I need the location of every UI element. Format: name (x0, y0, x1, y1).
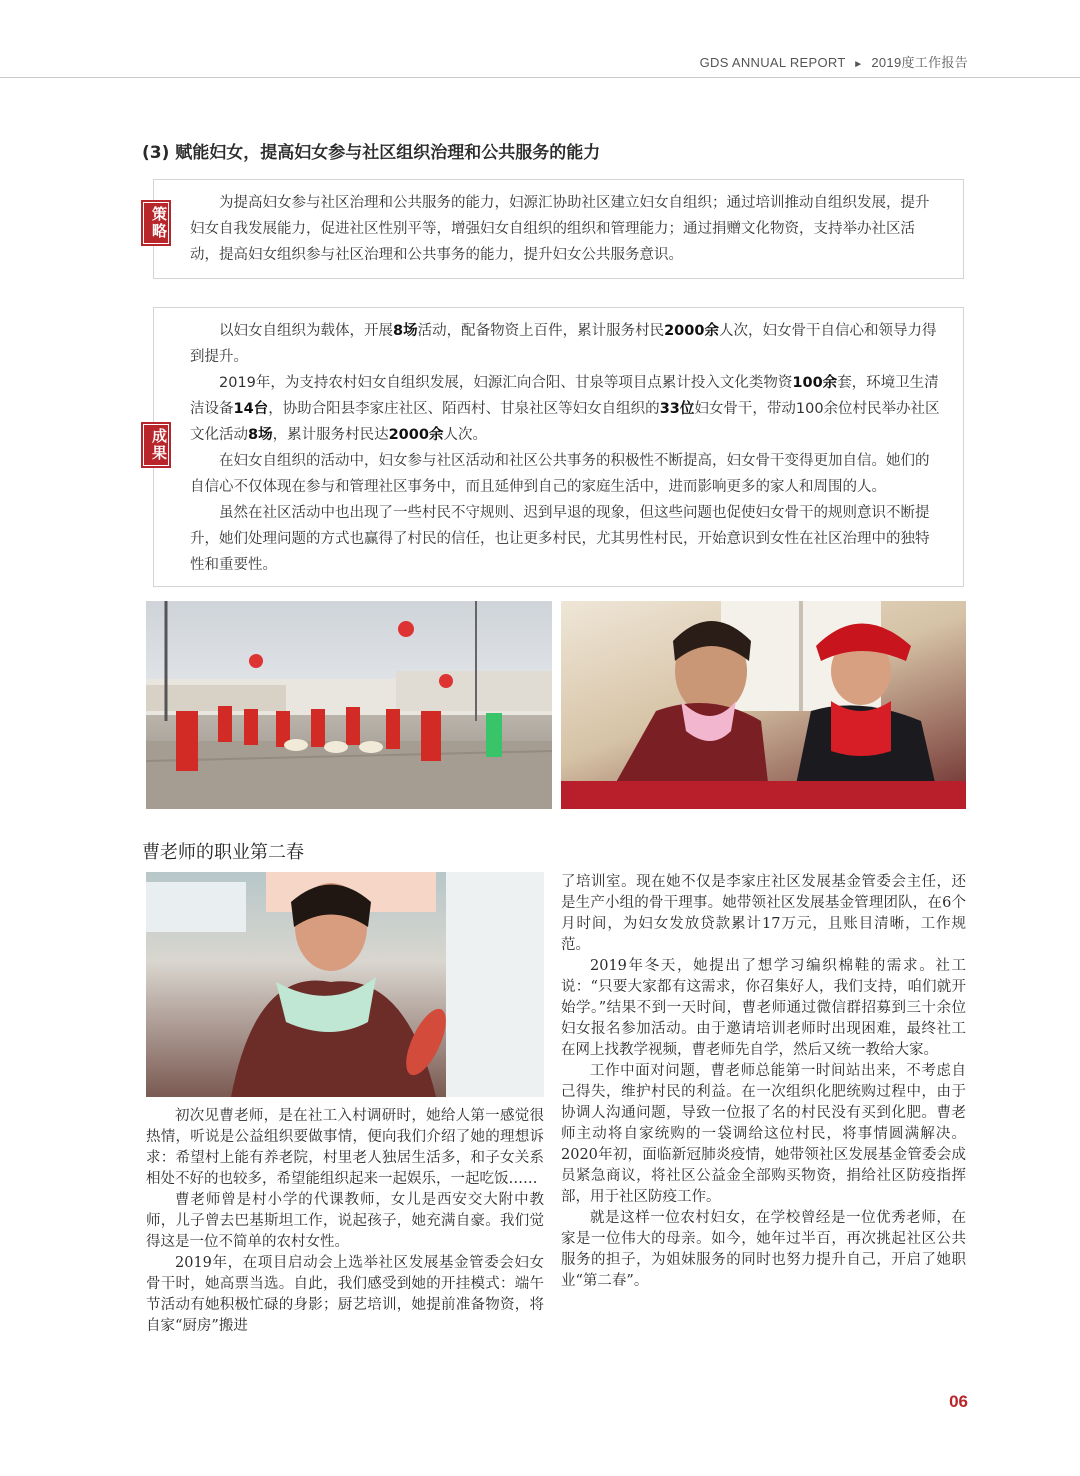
photo-drum-dance (146, 601, 552, 809)
story-paragraph-6: 就是这样一位农村妇女，在学校曾经是一位优秀老师，在家是一位伟大的母亲。如今，她年过半百，再次挑起社区公共服务的担子，为姐妹服务的同时也努力提升自己，开启了她职业“第二春”。 (561, 1210, 966, 1289)
story-paragraph-3-continued: 了培训室。现在她不仅是李家庄社区发展基金管委会主任，还是生产小组的骨干理事。她带领社区发展基金管理团队，在6个月时间，为妇女发放贷款累计17万元，且账目清晰，工作规范。 (561, 874, 966, 953)
women-talking-illustration (561, 601, 966, 809)
result-paragraph-3: 在妇女自组织的活动中，妇女参与社区活动和社区公共事务的积极性不断提高，妇女骨干变得更加自信。她们的自信心不仅体现在参与和管理社区事务中，而且延伸到自己的家庭生活中，进而影响更多的家人和周围的人。 (190, 453, 930, 495)
results-text-block (190, 318, 943, 578)
header-divider (0, 77, 1080, 78)
section-title: (3) 赋能妇女，提高妇女参与社区组织治理和公共服务的能力 (142, 143, 601, 163)
story-paragraph-3: 2019年，在项目启动会上选举社区发展基金管委会妇女骨干时，她高票当选。自此，我们感受到她的开挂模式：端午节活动有她积极忙碌的身影；厨艺培训，她提前准备物资，将自家“厨房”搬进 (146, 1255, 544, 1334)
page-number: 06 (949, 1392, 968, 1411)
result-paragraph-2: 2019年，为支持农村妇女自组织发展，妇源汇向合阳、甘泉等项目点累计投入文化类物资100余套，环境卫生清洁设备14台，协助合阳县李家庄社区、陌西村、甘泉社区等妇女自组织的33位妇女骨干，带动100余位村民举办社区文化活动8场，累计服务村民达2000余人次。 (190, 375, 940, 443)
photo-women-talking (561, 601, 966, 809)
photo-teacher-cao (146, 872, 544, 1097)
report-name: GDS ANNUAL REPORT (699, 55, 846, 70)
strategy-text: 为提高妇女参与社区治理和公共服务的能力，妇源汇协助社区建立妇女自组织；通过培训推动自组织发展，提升妇女自我发展能力，促进社区性别平等，增强妇女自组织的组织和管理能力；通过捐赠文化物资，支持举办社区活动，提高妇女组织参与社区治理和公共事务的能力，提升妇女公共服务意识。 (190, 195, 930, 263)
result-paragraph-1: 以妇女自组织为载体，开展8场活动，配备物资上百件，累计服务村民2000余人次，妇女骨干自信心和领导力得到提升。 (190, 323, 937, 365)
story-right-column (561, 872, 966, 1292)
strategy-text-block (190, 190, 943, 268)
results-tag: 成果 (141, 422, 171, 468)
story-paragraph-4: 2019年冬天，她提出了想学习编织棉鞋的需求。社工说：“只要大家都有这需求，你召集好人，我们支持，咱们就开始学。”结果不到一天时间，曹老师通过微信群招募到三十余位妇女报名参加活动。由于邀请培训老师时出现困难，最终社工在网上找教学视频，曹老师先自学，然后又统一教给大家。 (561, 958, 966, 1058)
strategy-tag: 策略 (141, 200, 171, 246)
story-paragraph-1: 初次见曹老师，是在社工入村调研时，她给人第一感觉很热情，听说是公益组织要做事情，便向我们介绍了她的理想诉求：希望村上能有养老院，村里老人独居生活多，和子女关系相处不好的也较多，希望能组织起来一起娱乐，一起吃饭…… (146, 1108, 544, 1187)
story-paragraph-5: 工作中面对问题，曹老师总能第一时间站出来，不考虑自己得失，维护村民的利益。在一次组织化肥统购过程中，由于协调人沟通问题，导致一位报了名的村民没有买到化肥。曹老师主动将自家统购的一袋调给这位村民，将事情圆满解决。2020年初，面临新冠肺炎疫情，她带领社区发展基金管委会成员紧急商议，将社区公益金全部购买物资，捐给社区防疫指挥部，用于社区防疫工作。 (561, 1063, 966, 1205)
header-arrow-icon: ► (853, 59, 864, 70)
story-title: 曹老师的职业第二春 (142, 842, 304, 863)
page-header (700, 52, 968, 71)
result-paragraph-4: 虽然在社区活动中也出现了一些村民不守规则、迟到早退的现象，但这些问题也促使妇女骨干的规则意识不断提升，她们处理问题的方式也赢得了村民的信任，也让更多村民，尤其男性村民，开始意识到女性在社区治理中的独特性和重要性。 (190, 505, 930, 573)
report-year-title: 2019度工作报告 (871, 55, 968, 70)
story-left-column (146, 1106, 544, 1337)
story-paragraph-2: 曹老师曾是村小学的代课教师，女儿是西安交大附中教师，儿子曾去巴基斯坦工作，说起孩子，她充满自豪。我们觉得这是一位不简单的农村女性。 (146, 1192, 544, 1250)
teacher-cao-illustration (146, 872, 544, 1097)
strategy-box (153, 179, 964, 279)
drum-dance-illustration (146, 601, 552, 809)
results-box (153, 307, 964, 587)
